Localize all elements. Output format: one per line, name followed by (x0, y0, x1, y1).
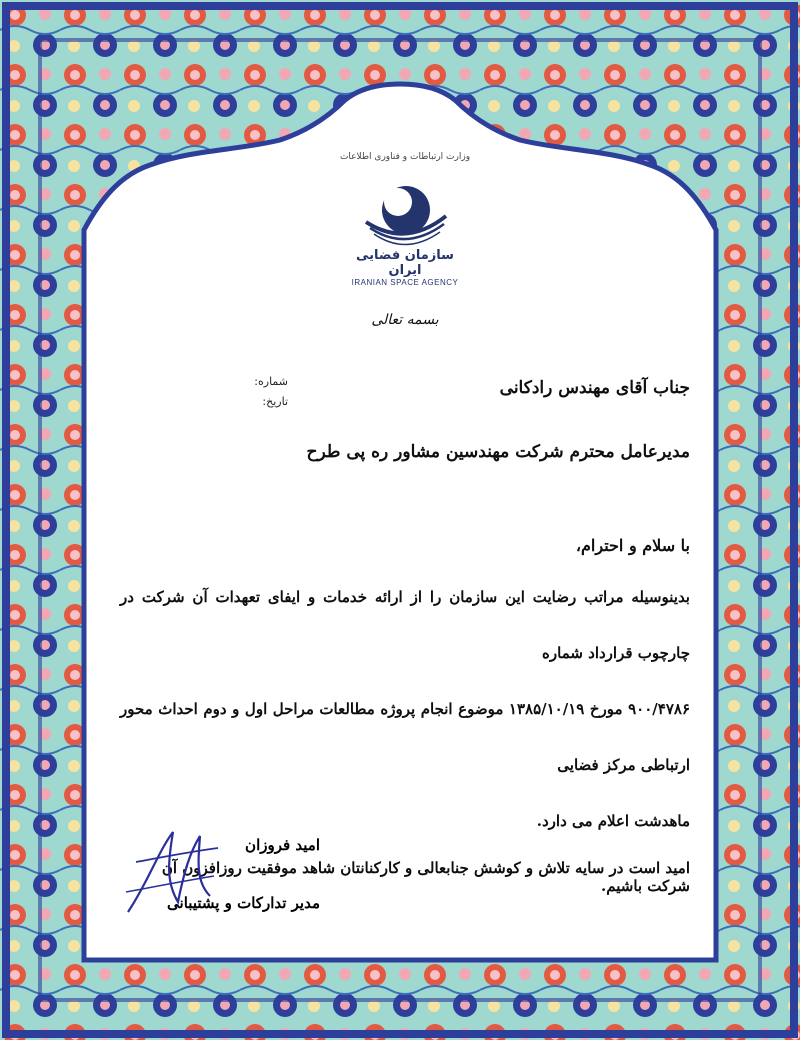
signer-name: امید فروزان (245, 836, 320, 854)
closing-sentence: امید است در سایه تلاش و کوشش جنابعالی و کارکنانتان شاهد موفقیت روزافزون آن شرکت باشیم. (161, 859, 690, 895)
agency-logo (346, 176, 464, 286)
globe-icon (360, 176, 450, 254)
greeting: با سلام و احترام، (575, 536, 690, 555)
date-label: تاریخ: (262, 395, 288, 408)
addressee-position: مدیرعامل محترم شرکت مهندسین مشاور ره پی طرح (306, 442, 690, 462)
body-line: بدینوسیله مراتب رضایت این سازمان را از ارائه خدمات و ایفای تعهدات آن شرکت در چارچوب قرارداد شماره (120, 588, 690, 662)
basmala: بسمه تعالی (371, 312, 439, 328)
ministry-name: وزارت ارتباطات و فناوری اطلاعات (339, 152, 471, 162)
agency-name-en: IRANIAN SPACE AGENCY (351, 278, 459, 287)
number-label: شماره: (254, 375, 288, 388)
body-line: ماهدشت اعلام می دارد. (536, 812, 690, 830)
signer-block (160, 836, 320, 912)
body-paragraph (120, 569, 690, 849)
signer-title: مدیر تدارکات و پشتیبانی (167, 894, 320, 912)
letter-body (120, 378, 690, 895)
body-line: ۹۰۰/۴۷۸۶ مورخ ۱۳۸۵/۱۰/۱۹ موضوع انجام پروژه مطالعات مراحل اول و دوم احداث محور ارتباطی مرکز فضایی (120, 700, 690, 774)
addressee: جناب آقای مهندس رادکانی (499, 378, 690, 398)
agency-name-fa: سازمان فضایی ایران (356, 248, 454, 278)
